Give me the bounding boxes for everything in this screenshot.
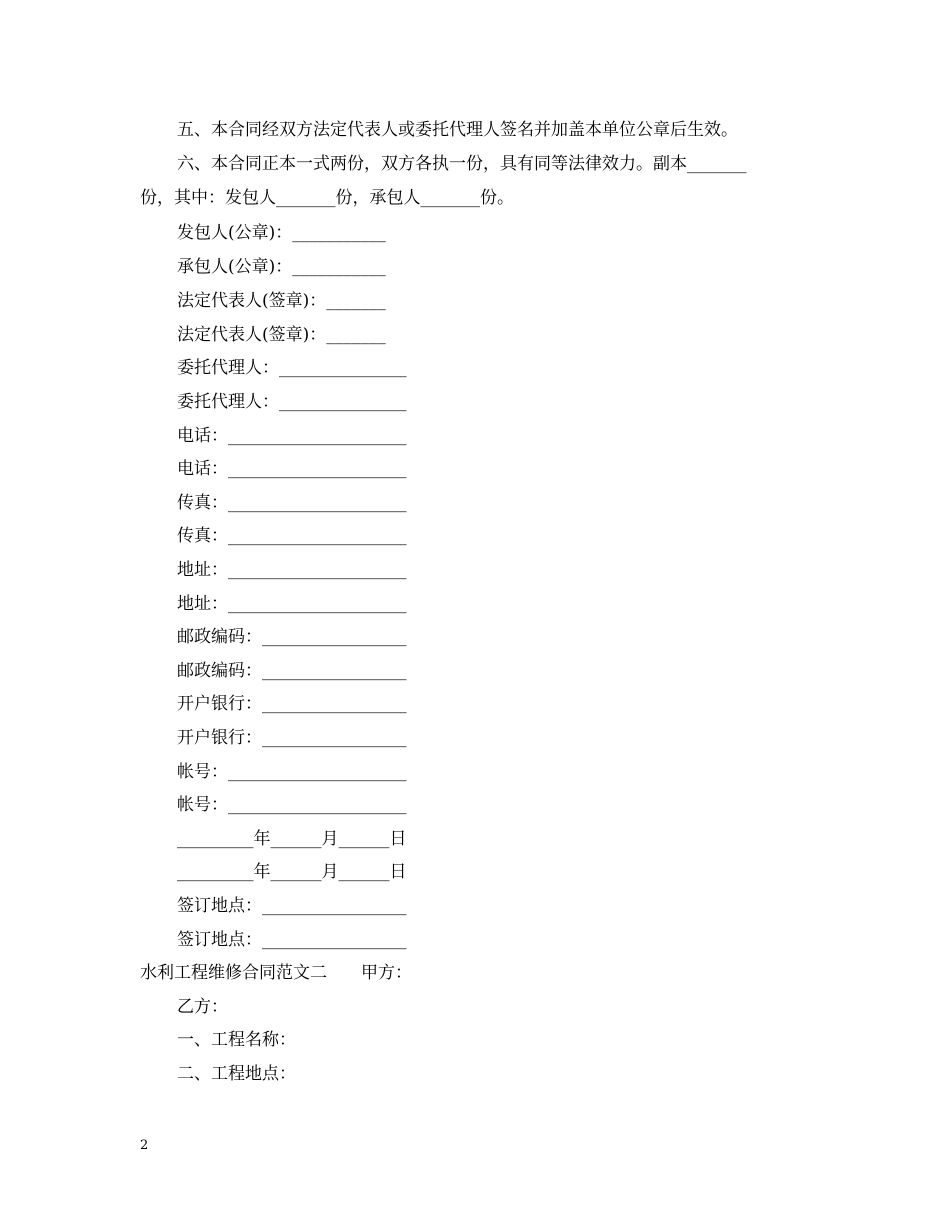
page-number: 2	[140, 1138, 149, 1153]
contractor-seal-field: 承包人(公章)：___________	[177, 257, 386, 277]
signing-place-field: 签订地点：_________________	[177, 930, 407, 950]
postcode-field: 邮政编码：_________________	[177, 661, 407, 681]
signing-place-field: 签订地点：_________________	[177, 896, 407, 916]
agent-field: 委托代理人：_______________	[177, 358, 407, 378]
date-field: _________年______月______日	[177, 829, 407, 849]
account-field: 帐号：_____________________	[177, 762, 407, 782]
project-name-line: 一、工程名称：	[177, 1030, 296, 1050]
bank-field: 开户银行：_________________	[177, 728, 407, 748]
date-field: _________年______月______日	[177, 862, 407, 882]
bank-field: 开户银行：_________________	[177, 694, 407, 714]
postcode-field: 邮政编码：_________________	[177, 627, 407, 647]
address-field: 地址：_____________________	[177, 594, 407, 614]
phone-field: 电话：_____________________	[177, 426, 407, 446]
agent-field: 委托代理人：_______________	[177, 392, 407, 412]
section-heading: 水利工程维修合同范文二 甲方：	[140, 963, 412, 983]
legal-rep-field: 法定代表人(签章)：_______	[177, 291, 386, 311]
employer-seal-field: 发包人(公章)：___________	[177, 223, 386, 243]
phone-field: 电话：_____________________	[177, 459, 407, 479]
fax-field: 传真：_____________________	[177, 526, 407, 546]
clause-5: 五、本合同经双方法定代表人或委托代理人签名并加盖本单位公章后生效。	[177, 120, 738, 140]
project-location-line: 二、工程地点：	[177, 1064, 296, 1084]
address-field: 地址：_____________________	[177, 560, 407, 580]
legal-rep-field: 法定代表人(签章)：_______	[177, 325, 386, 345]
fax-field: 传真：_____________________	[177, 493, 407, 513]
account-field: 帐号：_____________________	[177, 795, 407, 815]
clause-6: 六、本合同正本一式两份，双方各执一份，具有同等法律效力。副本_______	[177, 154, 747, 174]
party-b-line: 乙方：	[177, 997, 228, 1017]
clause-6-continued: 份，其中：发包人_______份，承包人_______份。	[140, 188, 514, 208]
